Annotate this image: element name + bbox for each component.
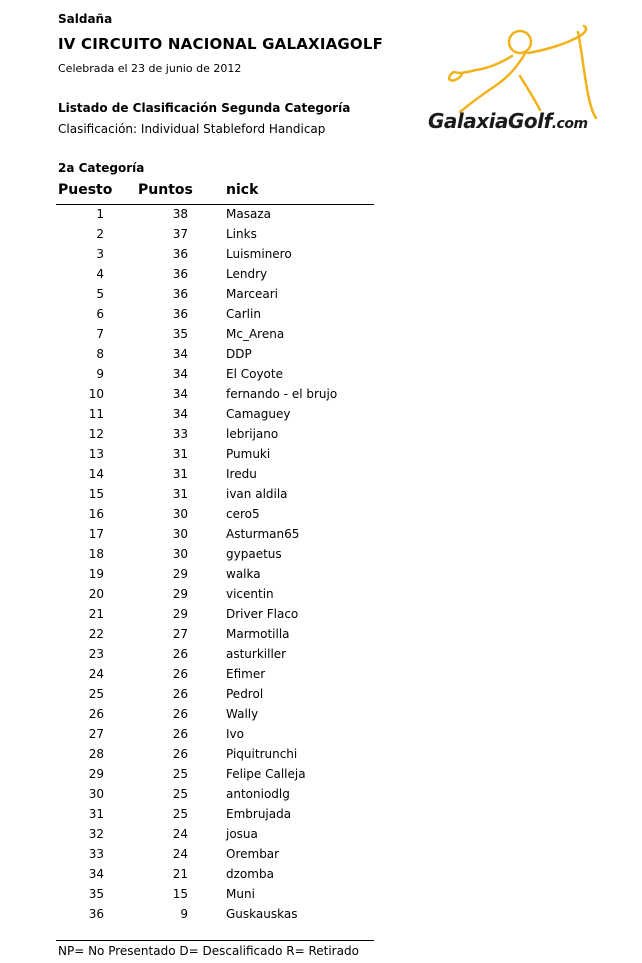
position-cell: 13 xyxy=(88,447,104,461)
nick-cell: Lendry xyxy=(226,267,268,281)
position-cell: 23 xyxy=(88,647,104,661)
table-row xyxy=(0,365,642,385)
table-row xyxy=(0,325,642,345)
table-row xyxy=(0,765,642,785)
nick-cell: Camaguey xyxy=(226,407,291,421)
position-cell: 20 xyxy=(88,587,104,601)
points-cell: 33 xyxy=(172,427,188,441)
position-cell: 22 xyxy=(88,627,104,641)
column-header-puntos: Puntos xyxy=(138,182,193,198)
nick-cell: Iredu xyxy=(226,467,257,481)
galaxiagolf-logo[interactable] xyxy=(428,109,588,133)
table-row xyxy=(0,725,642,745)
table-row xyxy=(0,905,642,925)
position-cell: 3 xyxy=(96,247,104,261)
position-cell: 26 xyxy=(88,707,104,721)
points-cell: 24 xyxy=(172,827,188,841)
points-cell: 34 xyxy=(172,407,188,421)
classification-type: Clasificación: Individual Stableford Handicap xyxy=(58,122,326,136)
table-row xyxy=(0,805,642,825)
footer-divider xyxy=(56,940,374,941)
table-row xyxy=(0,865,642,885)
table-row xyxy=(0,385,642,405)
nick-cell: Pumuki xyxy=(226,447,271,461)
nick-cell: Links xyxy=(226,227,257,241)
points-cell: 25 xyxy=(172,767,188,781)
points-cell: 34 xyxy=(172,347,188,361)
position-cell: 14 xyxy=(88,467,104,481)
points-cell: 24 xyxy=(172,847,188,861)
column-header-nick: nick xyxy=(226,182,259,198)
nick-cell: Mc_Arena xyxy=(226,327,285,341)
position-cell: 32 xyxy=(88,827,104,841)
position-cell: 16 xyxy=(88,507,104,521)
table-row xyxy=(0,705,642,725)
table-row xyxy=(0,225,642,245)
table-row xyxy=(0,265,642,285)
points-cell: 26 xyxy=(172,667,188,681)
table-row xyxy=(0,625,642,645)
nick-cell: El Coyote xyxy=(226,367,283,381)
points-cell: 21 xyxy=(172,867,188,881)
points-cell: 26 xyxy=(172,647,188,661)
points-cell: 36 xyxy=(172,267,188,281)
table-row xyxy=(0,485,642,505)
points-cell: 34 xyxy=(172,387,188,401)
table-row xyxy=(0,245,642,265)
table-row xyxy=(0,345,642,365)
nick-cell: Carlin xyxy=(226,307,261,321)
table-row xyxy=(0,205,642,225)
table-row xyxy=(0,405,642,425)
table-row xyxy=(0,445,642,465)
points-cell: 15 xyxy=(172,887,188,901)
nick-cell: Muni xyxy=(226,887,255,901)
nick-cell: DDP xyxy=(226,347,252,361)
nick-cell: Wally xyxy=(226,707,259,721)
position-cell: 19 xyxy=(88,567,104,581)
points-cell: 29 xyxy=(172,607,188,621)
position-cell: 30 xyxy=(88,787,104,801)
position-cell: 27 xyxy=(88,727,104,741)
table-row xyxy=(0,305,642,325)
points-cell: 29 xyxy=(172,587,188,601)
points-cell: 26 xyxy=(172,727,188,741)
points-cell: 36 xyxy=(172,307,188,321)
points-cell: 38 xyxy=(172,207,188,221)
nick-cell: Guskauskas xyxy=(226,907,298,921)
nick-cell: Embrujada xyxy=(226,807,292,821)
points-cell: 36 xyxy=(172,247,188,261)
category-title: 2a Categoría xyxy=(58,161,145,175)
results-table xyxy=(0,205,642,925)
nick-cell: Marmotilla xyxy=(226,627,290,641)
nick-cell: josua xyxy=(226,827,258,841)
nick-cell: Felipe Calleja xyxy=(226,767,306,781)
position-cell: 11 xyxy=(88,407,104,421)
points-cell: 27 xyxy=(172,627,188,641)
position-cell: 7 xyxy=(96,327,104,341)
nick-cell: lebrijano xyxy=(226,427,279,441)
points-cell: 30 xyxy=(172,547,188,561)
page-title: IV CIRCUITO NACIONAL GALAXIAGOLF xyxy=(58,35,384,53)
nick-cell: Piquitrunchi xyxy=(226,747,298,761)
nick-cell: Marceari xyxy=(226,287,278,301)
points-cell: 30 xyxy=(172,507,188,521)
table-row xyxy=(0,545,642,565)
points-cell: 37 xyxy=(172,227,188,241)
points-cell: 34 xyxy=(172,367,188,381)
points-cell: 36 xyxy=(172,287,188,301)
position-cell: 9 xyxy=(96,367,104,381)
position-cell: 29 xyxy=(88,767,104,781)
table-row xyxy=(0,285,642,305)
position-cell: 4 xyxy=(96,267,104,281)
position-cell: 15 xyxy=(88,487,104,501)
position-cell: 6 xyxy=(96,307,104,321)
logo-main-text: GalaxiaGolf xyxy=(428,109,552,133)
nick-cell: Luisminero xyxy=(226,247,292,261)
points-cell: 26 xyxy=(172,707,188,721)
nick-cell: Asturman65 xyxy=(226,527,300,541)
nick-cell: cero5 xyxy=(226,507,260,521)
table-row xyxy=(0,825,642,845)
nick-cell: dzomba xyxy=(226,867,274,881)
points-cell: 26 xyxy=(172,687,188,701)
position-cell: 10 xyxy=(88,387,104,401)
logo-suffix-text: .com xyxy=(551,116,588,132)
points-cell: 31 xyxy=(172,487,188,501)
position-cell: 1 xyxy=(96,207,104,221)
points-cell: 26 xyxy=(172,747,188,761)
position-cell: 35 xyxy=(88,887,104,901)
position-cell: 2 xyxy=(96,227,104,241)
table-row xyxy=(0,465,642,485)
table-row xyxy=(0,565,642,585)
points-cell: 31 xyxy=(172,447,188,461)
table-row xyxy=(0,745,642,765)
position-cell: 21 xyxy=(88,607,104,621)
position-cell: 28 xyxy=(88,747,104,761)
table-row xyxy=(0,645,642,665)
points-cell: 9 xyxy=(180,907,188,921)
table-row xyxy=(0,785,642,805)
nick-cell: gypaetus xyxy=(226,547,282,561)
nick-cell: Pedrol xyxy=(226,687,264,701)
nick-cell: Efimer xyxy=(226,667,266,681)
table-row xyxy=(0,605,642,625)
nick-cell: asturkiller xyxy=(226,647,287,661)
column-header-puesto: Puesto xyxy=(58,182,113,198)
position-cell: 8 xyxy=(96,347,104,361)
table-row xyxy=(0,425,642,445)
nick-cell: Ivo xyxy=(226,727,244,741)
position-cell: 24 xyxy=(88,667,104,681)
table-row xyxy=(0,585,642,605)
table-row xyxy=(0,685,642,705)
position-cell: 34 xyxy=(88,867,104,881)
table-row xyxy=(0,525,642,545)
position-cell: 33 xyxy=(88,847,104,861)
nick-cell: vicentin xyxy=(226,587,274,601)
points-cell: 25 xyxy=(172,787,188,801)
status-legend: NP= No Presentado D= Descalificado R= Retirado xyxy=(58,944,359,958)
points-cell: 29 xyxy=(172,567,188,581)
position-cell: 5 xyxy=(96,287,104,301)
position-cell: 17 xyxy=(88,527,104,541)
table-row xyxy=(0,505,642,525)
points-cell: 25 xyxy=(172,807,188,821)
position-cell: 18 xyxy=(88,547,104,561)
position-cell: 12 xyxy=(88,427,104,441)
position-cell: 31 xyxy=(88,807,104,821)
table-row xyxy=(0,885,642,905)
table-row xyxy=(0,845,642,865)
nick-cell: Driver Flaco xyxy=(226,607,299,621)
venue-name: Saldaña xyxy=(58,12,113,26)
event-date: Celebrada el 23 de junio de 2012 xyxy=(58,62,242,75)
points-cell: 35 xyxy=(172,327,188,341)
listing-title: Listado de Clasificación Segunda Categoría xyxy=(58,101,351,115)
nick-cell: ivan aldila xyxy=(226,487,288,501)
points-cell: 30 xyxy=(172,527,188,541)
nick-cell: walka xyxy=(226,567,261,581)
nick-cell: Masaza xyxy=(226,207,271,221)
nick-cell: antoniodlg xyxy=(226,787,290,801)
points-cell: 31 xyxy=(172,467,188,481)
position-cell: 25 xyxy=(88,687,104,701)
position-cell: 36 xyxy=(88,907,104,921)
table-row xyxy=(0,665,642,685)
nick-cell: fernando - el brujo xyxy=(226,387,338,401)
nick-cell: Orembar xyxy=(226,847,280,861)
